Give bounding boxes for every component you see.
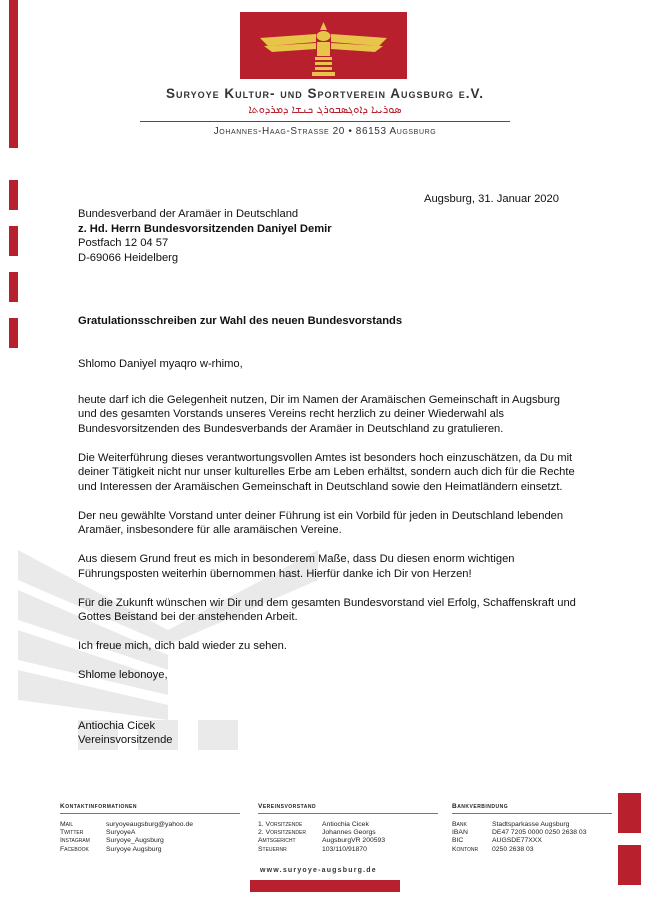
footer-value: suryoyeaugsburg@yahoo.de <box>106 821 194 828</box>
footer-label: BIC <box>452 837 464 845</box>
footer-value: AugsburgVR 200593 <box>322 837 386 845</box>
body-paragraph: Ich freue mich, dich bald wieder zu sehen. <box>78 640 287 652</box>
recipient-block <box>78 207 332 265</box>
footer-contact <box>60 821 193 854</box>
signer-title: Vereinsvorsitzende <box>78 734 173 746</box>
footer-board <box>258 821 385 854</box>
footer-label: Bank <box>452 821 467 828</box>
right-bar-1 <box>618 793 641 833</box>
website-link[interactable]: www.suryoye-augsburg.de <box>260 867 377 874</box>
body-paragraph: heute darf ich die Gelegenheit nutzen, Dir im Namen der Aramäischen Gemeinschaft in Augsburg und des gesamten Vorstands unseres Vereins recht herzlich zu deiner Wiederwahl als Bundesvorsitzenden des Bundesverbands der Aramäer in Deutschland zu gratulieren. <box>78 393 560 435</box>
footer-label: 2. Vorsitzender <box>258 829 306 837</box>
body-paragraph: Für die Zukunft wünschen wir Dir und dem gesamten Bundesvorstand viel Erfolg, Schaffenskraft und Gottes Beistand bei der anstehenden Arbeit. <box>78 596 576 623</box>
footer-divider-bank <box>452 813 612 814</box>
recipient-line: Postfach 12 04 57 <box>78 237 169 249</box>
footer-value: Antiochia Cicek <box>322 821 369 828</box>
org-address: Johannes-Haag-Strasse 20 • 86153 Augsburg <box>213 126 437 137</box>
footer-bank <box>452 821 587 854</box>
website-bar <box>250 880 400 892</box>
footer-heading-contact: Kontaktinformationen <box>60 803 138 810</box>
left-bar-4 <box>9 272 18 302</box>
footer-value: Suryoye Augsburg <box>106 845 162 853</box>
footer-value: 103/110/91870 <box>322 845 367 853</box>
footer-value: 0250 2638 03 <box>492 845 534 853</box>
footer-label: Amtsgericht <box>258 837 296 845</box>
right-bar-2 <box>618 845 641 885</box>
logo-box <box>240 12 407 79</box>
footer-label: IBAN <box>452 829 468 837</box>
recipient-line: D-69066 Heidelberg <box>78 251 179 264</box>
footer-value: Johannes Georgs <box>322 829 376 837</box>
footer-heading-board: Vereinsvorstand <box>258 803 317 810</box>
footer-label: Mail <box>60 821 74 828</box>
org-name-syriac: ܣܘܪܝܝܐ ܕܐܘܓܣܒܘܪܓ ܟܢܫܐ ܕܡܪܕܘܬܐ <box>248 104 402 116</box>
footer-value: Suryoye_Augsburg <box>106 837 164 845</box>
letter-body <box>78 357 578 748</box>
salutation: Shlomo Daniyel myaqro w-rhimo, <box>78 358 243 370</box>
body-paragraph: Die Weiterführung dieses verantwortungsvollen Amtes ist besonders hoch einzuschätzen, da Du mit deiner Tätigkeit nicht nur unser kulturelles Erbe am Leben erhältst, sondern auch dich für die Rechte und Interessen der Aramäischen Gemeinschaft in Deutschland sowie den Heimatländern einsetzt. <box>78 451 575 493</box>
recipient-line: z. Hd. Herrn Bundesvorsitzenden Daniyel Demir <box>78 222 332 235</box>
body-paragraph: Der neu gewählte Vorstand unter deiner Führung ist ein Vorbild für jeden in Deutschland lebenden Aramäer, insbesondere für alle aramäischen Vereine. <box>78 509 564 536</box>
closing: Shlome lebonoye, <box>78 669 168 681</box>
body-paragraph: Aus diesem Grund freut es mich in besonderem Maße, dass Du diesen enorm wichtigen Führungsposten weiterhin übernommen hast. Hierfür danke ich Dir von Herzen! <box>78 553 515 580</box>
org-name: Suryoye Kultur- und Sportverein Augsburg e.V. <box>165 86 485 101</box>
left-bar-3 <box>9 226 18 256</box>
letter-date: Augsburg, 31. Januar 2020 <box>424 193 559 205</box>
footer-divider-board <box>258 813 438 814</box>
footer-label: Instagram <box>60 837 90 845</box>
footer-label: 1. Vorsitzende <box>258 821 303 828</box>
letter-subject: Gratulationsschreiben zur Wahl des neuen Bundesvorstands <box>78 315 403 327</box>
signer-name: Antiochia Cicek <box>78 719 156 732</box>
footer-divider-contact <box>60 813 240 814</box>
footer-value: AUGSDE77XXX <box>492 837 542 845</box>
footer-value: DE47 7205 0000 0250 2638 03 <box>492 829 587 837</box>
left-bar-2 <box>9 180 18 210</box>
footer-label: Facebook <box>60 845 89 853</box>
footer-label: Twitter <box>60 829 84 837</box>
winged-sun-emblem-icon <box>240 12 407 79</box>
footer-heading-bank: Bankverbindung <box>452 803 509 810</box>
recipient-line: Bundesverband der Aramäer in Deutschland <box>78 208 299 220</box>
footer-value: Stadtsparkasse Augsburg <box>492 821 570 828</box>
footer-value: SuryoyeA <box>106 829 136 837</box>
footer-label: Steuernr <box>258 845 287 853</box>
header-divider <box>140 121 510 122</box>
left-bar-5 <box>9 318 18 348</box>
footer-label: Kontonr <box>452 845 479 853</box>
